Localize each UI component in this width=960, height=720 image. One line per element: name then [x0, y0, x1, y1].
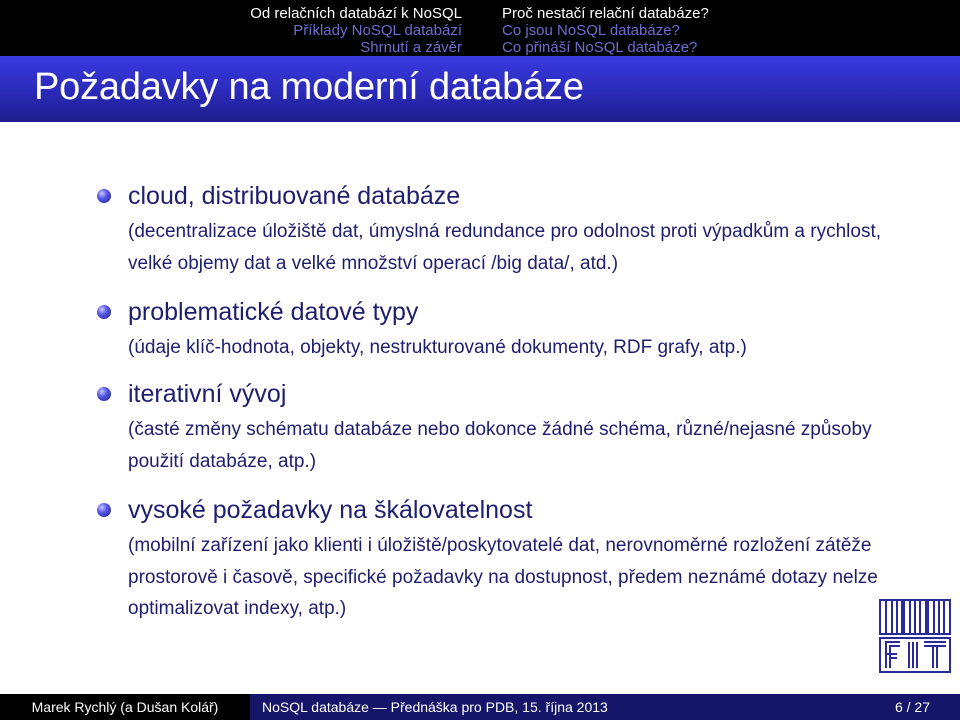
nav-sections	[0, 0, 480, 56]
nav-subsection-nosql-benefits[interactable]: Co přináší NoSQL databáze?	[502, 39, 698, 56]
list-item-description: (časté změny schématu databáze nebo dokonce žádné schéma, různé/nejasné způsoby použití databáze, atp.)	[128, 419, 872, 472]
bullet-icon	[97, 503, 111, 517]
bullet-icon	[97, 387, 111, 401]
list-item-heading: iterativní vývoj	[128, 380, 287, 408]
fit-logo-icon	[878, 598, 952, 674]
footer-talk-title: NoSQL databáze — Přednáška pro PDB, 15. října 2013	[250, 694, 720, 720]
nav-section-nosql-examples[interactable]: Příklady NoSQL databází	[293, 22, 462, 39]
nav-subsection-what-is-nosql[interactable]: Co jsou NoSQL databáze?	[502, 22, 680, 39]
bullet-icon	[97, 189, 111, 203]
footer	[0, 694, 960, 720]
nav-section-summary[interactable]: Shrnutí a závěr	[360, 39, 462, 56]
nav-subsection-why-not-relational[interactable]: Proč nestačí relační databáze?	[502, 5, 709, 22]
list-item-heading: cloud, distribuované databáze	[128, 182, 461, 210]
list-item-heading: problematické datové typy	[128, 298, 419, 326]
list-item-heading: vysoké požadavky na škálovatelnost	[128, 496, 533, 524]
bullet-icon	[97, 305, 111, 319]
footer-page-number: 6 / 27	[720, 694, 960, 720]
page-title: Požadavky na moderní databáze	[34, 66, 584, 108]
list-item-description: (decentralizace úložiště dat, úmyslná redundance pro odolnost proti výpadkům a rychlost, velké objemy dat a velké množství operací /big data/, atd.)	[128, 221, 882, 274]
nav-section-relational-to-nosql[interactable]: Od relačních databází k NoSQL	[250, 5, 462, 22]
frame-title-bar	[0, 56, 960, 122]
footer-author: Marek Rychlý (a Dušan Kolář)	[0, 694, 250, 720]
section-navigation	[0, 0, 960, 56]
list-item-description: (údaje klíč-hodnota, objekty, nestrukturované dokumenty, RDF grafy, atp.)	[128, 337, 747, 358]
list-item-description: (mobilní zařízení jako klienti i úložiště/poskytovatelé dat, nerovnoměrné rozložení zátěže prostorově i časově, specifické požadavky na dostupnost, předem neznámé dotazy nelze optimalizovat indexy, atp.)	[128, 535, 878, 619]
nav-subsections	[480, 0, 960, 56]
